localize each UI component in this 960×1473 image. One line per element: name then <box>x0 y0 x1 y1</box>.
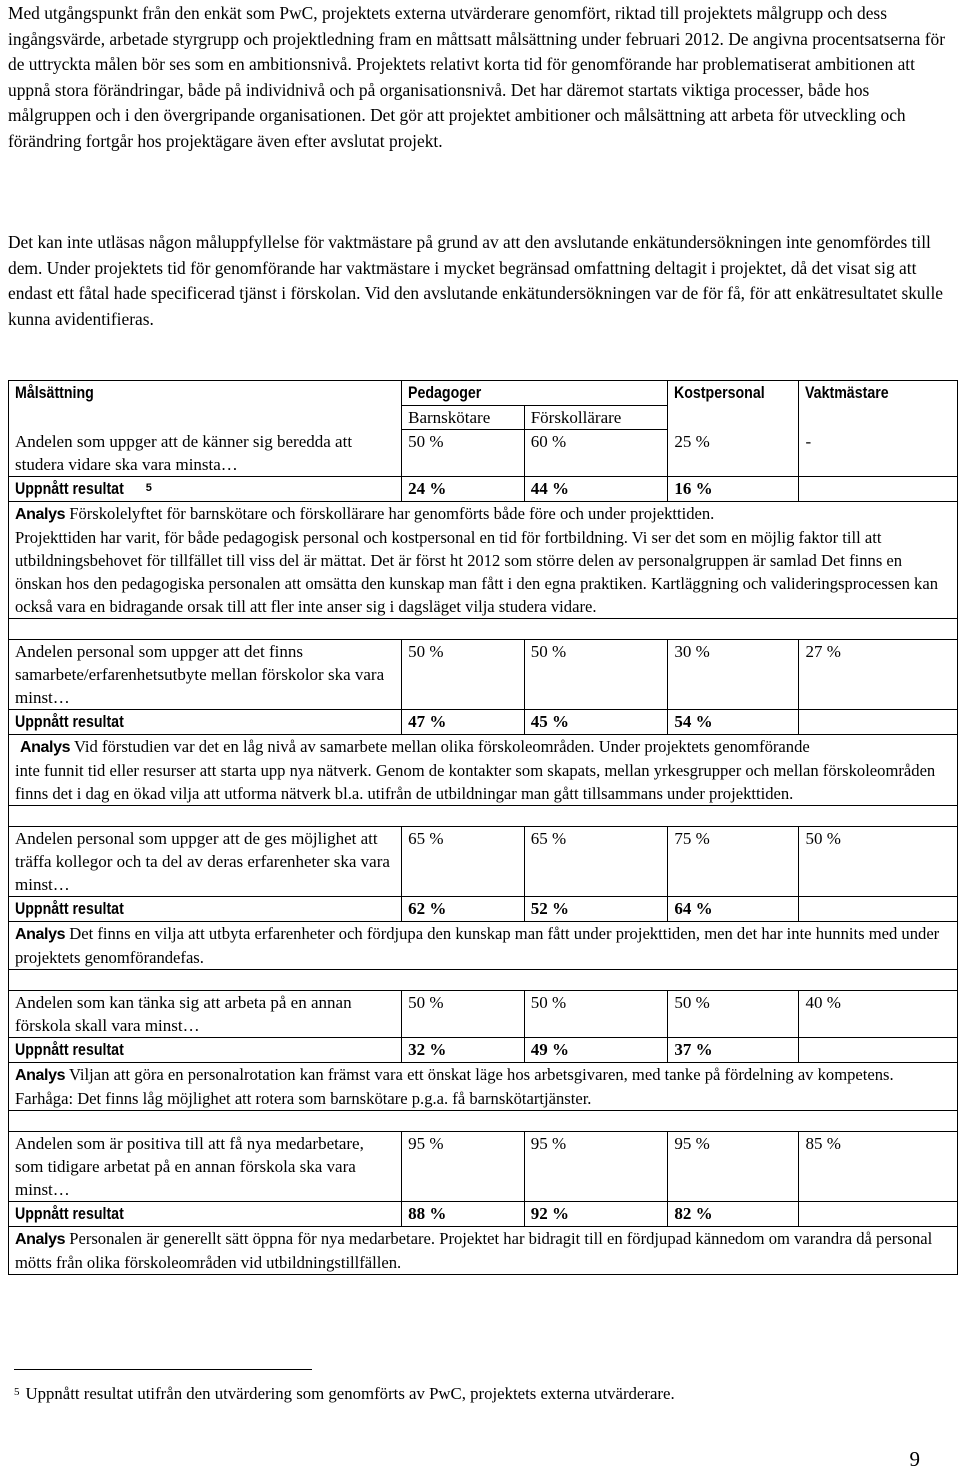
result-label: Uppnått resultat <box>15 479 124 498</box>
analys-text: Vi ser det som en möjlig faktor till att utbildningsbehovet för tillfället till viss del är mättat. <box>15 527 882 570</box>
analys-text: Farhåga: Det finns låg möjlighet att rotera som barnskötare p.g.a. få barnskötartjänster. <box>15 1088 592 1108</box>
table-row <box>9 990 958 1037</box>
goal-cell: Andelen som är positiva till att få nya medarbetare, som tidigare arbetat på en annan förskola ska vara minst… <box>9 1131 402 1201</box>
target-forskollarare: 65 % <box>524 826 668 896</box>
analys-row <box>9 1226 958 1274</box>
header-pedagoger: Pedagoger <box>408 384 482 402</box>
intro-text-2a: Det kan inte utläsas någon måluppfyllelse för vaktmästare på grund av att den avslutande enkätundersökningen inte genomfördes till dem. <box>8 232 931 278</box>
target-kostpersonal: 95 % <box>668 1131 799 1201</box>
result-barnskotare: 88 % <box>402 1201 525 1226</box>
analys-cell <box>9 734 958 805</box>
analys-label: Analys <box>15 505 66 523</box>
footnote <box>14 1383 675 1405</box>
result-kostpersonal: 16 % <box>668 476 799 501</box>
analys-text: Genom de kontakter som skapats, mellan yrkesgrupper och mellan förskoleområden finns det i dag en ökad vilja att utforma nätverk bl.a. utifrån de utbildningar man gått tillsammans under projekttiden. <box>15 760 936 803</box>
result-kostpersonal: 54 % <box>668 709 799 734</box>
result-label: Uppnått resultat <box>15 1204 124 1223</box>
header-kostpersonal: Kostpersonal <box>674 384 766 402</box>
result-forskollarare: 52 % <box>524 896 668 921</box>
result-barnskotare: 47 % <box>402 709 525 734</box>
target-kostpersonal: 25 % <box>668 430 799 477</box>
analys-text: Under projektets genomförande <box>598 736 810 756</box>
table-row <box>9 1131 958 1201</box>
result-footnote-mark: 5 <box>145 481 152 494</box>
result-forskollarare: 45 % <box>524 709 668 734</box>
analys-label: Analys <box>15 1230 66 1248</box>
analys-cell <box>9 921 958 969</box>
analys-text: Det finns en vilja att utbyta erfarenheter och fördjupa den kunskap man fått under projekttiden, men det har inte hunnits med under projektets genomförandefas. <box>15 923 940 967</box>
target-vaktmastare: 85 % <box>799 1131 958 1201</box>
analys-row <box>9 921 958 969</box>
analys-text: Personalen är generellt sätt öppna för nya medarbetare. <box>69 1228 436 1248</box>
analys-label: Analys <box>20 738 71 756</box>
goals-table <box>8 380 958 1275</box>
footnote-text: Uppnått resultat utifrån den utvärdering som genomförts av PwC, projektets externa utvärderare. <box>25 1384 675 1403</box>
analys-text: Projekttiden har varit, för både pedagogisk personal och kostpersonal en tid för fortbildning. <box>15 527 628 547</box>
intro-text-2c: Vid den avslutande enkätundersökningen var de för få, för att enkätresultatet skulle kunna avidentifieras. <box>8 283 944 329</box>
target-barnskotare: 50 % <box>402 990 525 1037</box>
target-barnskotare: 95 % <box>402 1131 525 1201</box>
table-subheader-row <box>9 406 958 430</box>
table-row <box>9 639 958 709</box>
result-row <box>9 709 958 734</box>
header-vaktmastare: Vaktmästare <box>805 384 890 402</box>
goal-cell: Andelen som kan tänka sig att arbeta på en annan förskola skall vara minst… <box>9 990 402 1037</box>
result-barnskotare: 24 % <box>402 476 525 501</box>
subheader-forskollarare: Förskollärare <box>524 406 668 430</box>
result-label: Uppnått resultat <box>15 712 124 731</box>
result-kostpersonal: 82 % <box>668 1201 799 1226</box>
target-kostpersonal: 30 % <box>668 639 799 709</box>
analys-row <box>9 734 958 805</box>
result-label: Uppnått resultat <box>15 1040 124 1059</box>
analys-row <box>9 1062 958 1110</box>
result-kostpersonal: 64 % <box>668 896 799 921</box>
analys-text: Projektet har bidragit till en fördjupad kännedom om varandra då personal mötts från olika förskoleområden vid utbildningstillfällen. <box>15 1228 933 1272</box>
target-forskollarare: 95 % <box>524 1131 668 1201</box>
target-vaktmastare: - <box>799 430 958 477</box>
table-header-row <box>9 381 958 406</box>
goal-cell: Andelen personal som uppger att det finns samarbete/erfarenhetsutbyte mellan förskolor ska vara minst… <box>9 639 402 709</box>
result-barnskotare: 32 % <box>402 1037 525 1062</box>
target-vaktmastare: 50 % <box>799 826 958 896</box>
result-row <box>9 1201 958 1226</box>
analys-cell <box>9 501 958 618</box>
result-row <box>9 1037 958 1062</box>
analys-text: Vid förstudien var det en låg nivå av samarbete mellan olika förskoleområden. <box>73 736 595 756</box>
target-forskollarare: 50 % <box>524 990 668 1037</box>
table-row <box>9 430 958 477</box>
analys-row <box>9 501 958 618</box>
table-row <box>9 826 958 896</box>
goal-cell: Andelen som uppger att de känner sig beredda att studera vidare ska vara minsta… <box>9 430 402 477</box>
target-forskollarare: 50 % <box>524 639 668 709</box>
result-forskollarare: 49 % <box>524 1037 668 1062</box>
target-barnskotare: 50 % <box>402 430 525 477</box>
target-kostpersonal: 50 % <box>668 990 799 1037</box>
result-row <box>9 896 958 921</box>
analys-label: Analys <box>15 925 66 943</box>
intro-paragraph-1 <box>8 1 956 154</box>
target-kostpersonal: 75 % <box>668 826 799 896</box>
result-kostpersonal: 37 % <box>668 1037 799 1062</box>
header-goal: Målsättning <box>15 384 94 402</box>
target-vaktmastare: 27 % <box>799 639 958 709</box>
result-barnskotare: 62 % <box>402 896 525 921</box>
target-forskollarare: 60 % <box>524 430 668 477</box>
intro-text-1b: Projektets relativt korta tid för genomförande har problematiserat ambitionen att uppnå stora förändringar, både på individnivå och på organisationsnivå. Det har däremot startats viktiga processer, både hos målgruppen och i den övergripande organisationen. <box>8 54 915 125</box>
footnote-mark: 5 <box>14 1386 20 1398</box>
result-forskollarare: 92 % <box>524 1201 668 1226</box>
target-barnskotare: 50 % <box>402 639 525 709</box>
intro-text-1a: Med utgångspunkt från den enkät som PwC, projektets externa utvärderare genomfört, riktad till projektets målgrupp och dess ingångsvärde, arbetade styrgrupp och projektledning fram en måttsatt målsättning under februari 2012. De angivna procentsatserna för de uttryckta målen bör ses som en ambitionsnivå. <box>8 3 946 74</box>
result-row <box>9 476 958 501</box>
intro-text-1c: Det gör att projektet ambitioner och målsättning att arbeta för utveckling och förändring fortgår hos projektägare även efter avslutat projekt. <box>8 105 906 151</box>
analys-text: Viljan att göra en personalrotation kan främst vara ett önskat läge hos arbetsgivaren, med tanke på fördelning av kompetens. <box>68 1064 894 1084</box>
intro-paragraph-2 <box>8 230 956 332</box>
result-label: Uppnått resultat <box>15 899 124 918</box>
analys-text: Det är först ht 2012 som större delen av personalgruppen är samlad Det finns en önskan hos den pedagogiska personalen att omsätta den kunskap man fått i den egna praktiken. <box>15 550 903 593</box>
analys-text: Kartläggning och valideringsprocessen kan också vara en bidragande orsak till att fler inte anser sig i dagsläget vilja studera vidare. <box>15 573 939 616</box>
target-vaktmastare: 40 % <box>799 990 958 1037</box>
analys-cell <box>9 1226 958 1274</box>
target-barnskotare: 65 % <box>402 826 525 896</box>
subheader-barnskotare: Barnskötare <box>402 406 525 430</box>
analys-cell <box>9 1062 958 1110</box>
goal-cell: Andelen personal som uppger att de ges möjlighet att träffa kollegor och ta del av deras erfarenheter ska vara minst… <box>9 826 402 896</box>
footnote-separator <box>14 1369 312 1370</box>
analys-text: inte funnit tid eller resurser att starta upp nya nätverk. <box>15 760 372 780</box>
result-forskollarare: 44 % <box>524 476 668 501</box>
analys-label: Analys <box>15 1066 66 1084</box>
page-number: 9 <box>909 1447 920 1471</box>
intro-text-2b: Under projektets tid för genomförande har vaktmästare i mycket begränsad omfattning deltagit i projektet, då det visat sig att endast ett fåtal hade specificerad tjänst i förskolan. <box>8 257 917 303</box>
analys-text: Förskolelyftet för barnskötare och förskollärare har genomförts både före och under projekttiden. <box>69 503 715 523</box>
